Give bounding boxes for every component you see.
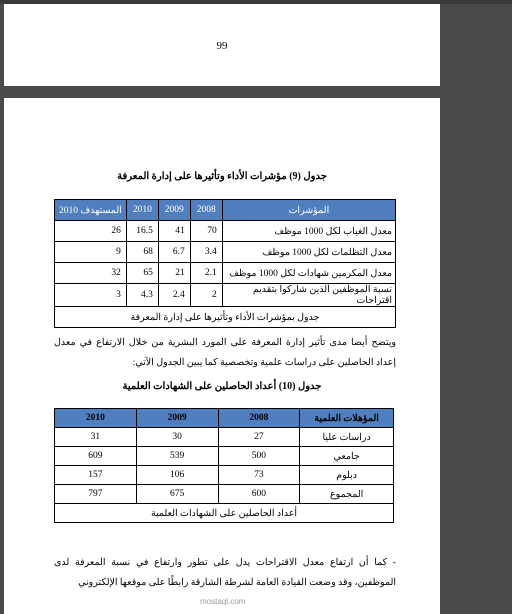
table-cell: 539	[136, 447, 218, 466]
table-cell: دبلوم	[300, 466, 394, 485]
table-cell: 106	[136, 466, 218, 485]
table1-header: المؤشرات	[222, 200, 395, 221]
table1-caption: جدول (9) مؤشرات الأداء وتأثيرها على إدارة المعرفة	[117, 171, 327, 182]
table-cell: 16.5	[126, 221, 158, 242]
table-cell: معدل المكرمين شهادات لكل 1000 موظف	[222, 263, 395, 284]
table2-header: 2010	[55, 409, 137, 428]
table2-caption: جدول (10) أعداد الحاصلين على الشهادات العلمية	[122, 381, 322, 392]
table-cell: 68	[126, 242, 158, 263]
table-cell: 70	[190, 221, 222, 242]
table1-header: المستهدف 2010	[55, 200, 127, 221]
table-cell: 3.4	[190, 242, 222, 263]
table2-footer-row	[55, 504, 394, 523]
table-cell: 4.3	[126, 284, 158, 307]
paragraph-1: ويتضح أيضا مدى تأثير إدارة المعرفة على المورد البشرية من خلال الارتفاع في معدل إعداد الحاصلين على دراسات علمية وتخصصية كما يبين الجدول الآتي:	[54, 338, 396, 368]
table-cell: 65	[126, 263, 158, 284]
table-cell: 2.4	[158, 284, 190, 307]
table-cell: 2.1	[190, 263, 222, 284]
table-cell: 609	[55, 447, 137, 466]
table-cell: المجموع	[300, 485, 394, 504]
table-cell: 31	[55, 428, 137, 447]
table-cell: 3	[55, 284, 127, 307]
table-cell: 26	[55, 221, 127, 242]
table-cell: 6.7	[158, 242, 190, 263]
table-cell: 675	[136, 485, 218, 504]
table-row	[55, 485, 394, 504]
table-cell: 73	[218, 466, 300, 485]
table-cell: 30	[136, 428, 218, 447]
table-cell: معدل الغياب لكل 1000 موظف	[222, 221, 395, 242]
table2-header: 2008	[218, 409, 300, 428]
table-row	[55, 428, 394, 447]
table-row	[55, 447, 394, 466]
table-row	[55, 284, 396, 307]
table-cell: 157	[55, 466, 137, 485]
page-number: 99	[216, 40, 228, 52]
table-cell: 9	[55, 242, 127, 263]
table-cell: 797	[55, 485, 137, 504]
table-cell: 27	[218, 428, 300, 447]
table-cell: جامعي	[300, 447, 394, 466]
table1-footer: جدول بمؤشرات الأداء وتأثيرها على إدارة المعرفة	[55, 307, 396, 328]
performance-indicators-table	[54, 199, 396, 328]
table1-header: 2009	[158, 200, 190, 221]
table-cell: 41	[158, 221, 190, 242]
table2-header: المؤهلات العلمية	[300, 409, 394, 428]
table-cell: معدل التظلمات لكل 1000 موظف	[222, 242, 395, 263]
table1-header: 2010	[126, 200, 158, 221]
table-cell: 600	[218, 485, 300, 504]
table2-footer: أعداد الحاصلين على الشهادات العلمية	[55, 504, 394, 523]
watermark: mostaql.com	[200, 597, 246, 606]
table-cell: 32	[55, 263, 127, 284]
table-row	[55, 466, 394, 485]
table1-header: 2008	[190, 200, 222, 221]
paragraph-2: - كما أن ارتفاع معدل الاقتراحات يدل على تطور وارتفاع في نسبة المعرفة لدى الموظفين، وقد وضعت القيادة العامة لشرطة الشارقة رابطًا على موقعها الإلكتروني	[54, 558, 396, 588]
table1-header-row	[55, 200, 396, 221]
table-cell: 2	[190, 284, 222, 307]
document-page-top	[4, 4, 440, 86]
table-cell: نسبة الموظفين الذين شاركوا بتقديم اقتراحات	[222, 284, 395, 307]
document-page	[4, 98, 440, 614]
table-row	[55, 221, 396, 242]
table-cell: 21	[158, 263, 190, 284]
certificates-table	[54, 408, 394, 523]
table2-header-row	[55, 409, 394, 428]
table-row	[55, 263, 396, 284]
table1-footer-row	[55, 307, 396, 328]
table-cell: 500	[218, 447, 300, 466]
table-row	[55, 242, 396, 263]
table-cell: دراسات عليا	[300, 428, 394, 447]
table2-header: 2009	[136, 409, 218, 428]
